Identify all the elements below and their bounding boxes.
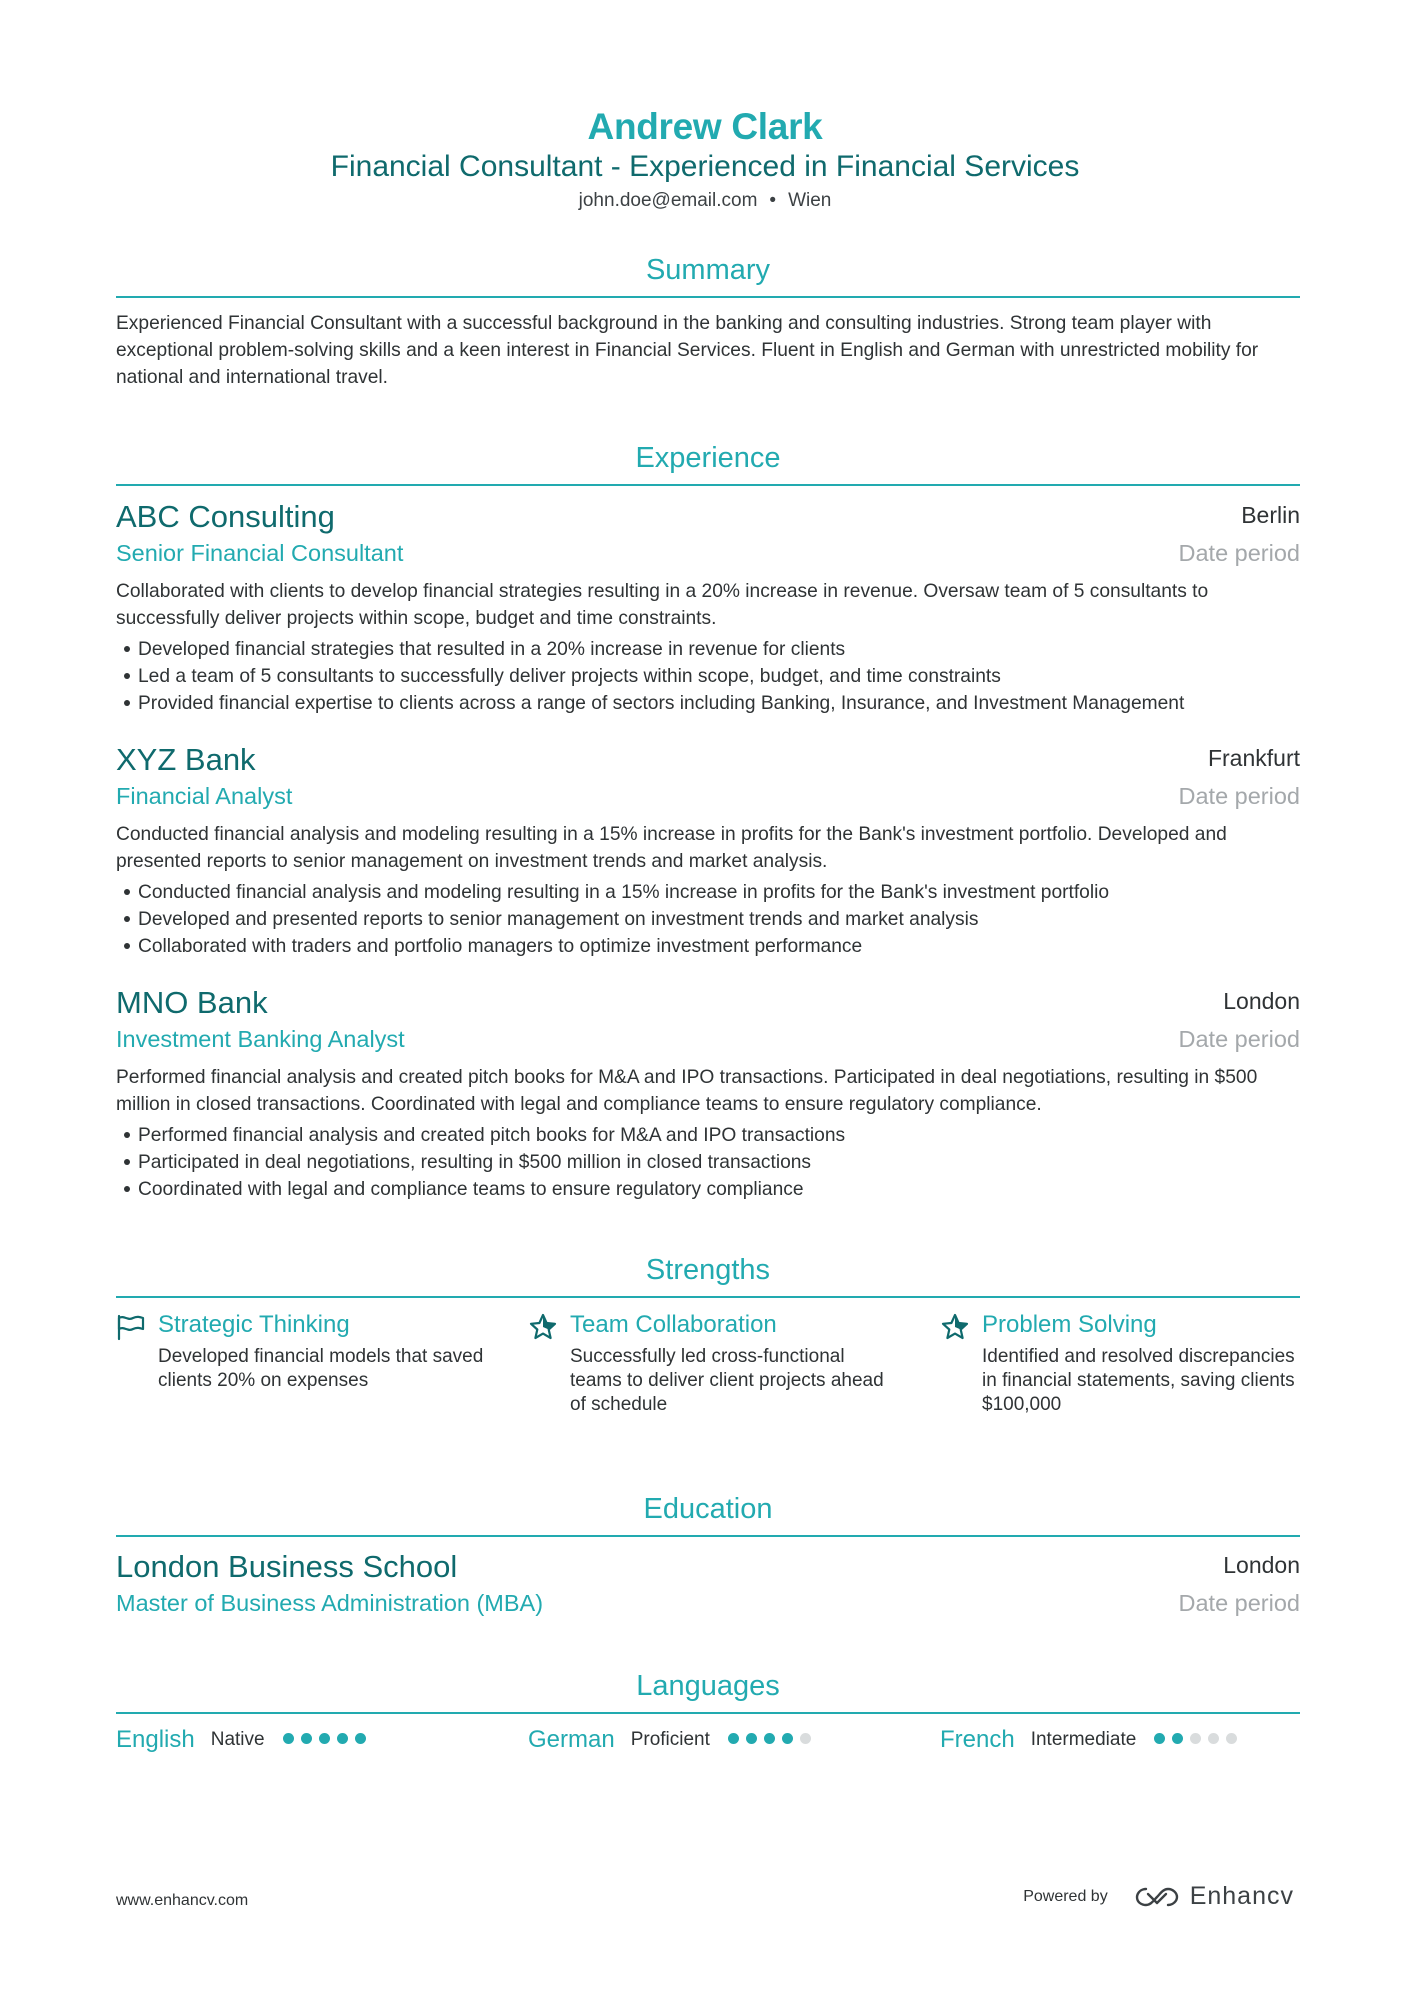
rating-dot-empty (1190, 1733, 1201, 1744)
strengths-section-title: Strengths (116, 1252, 1300, 1298)
job-bullet: Participated in deal negotiations, resulting in $500 million in closed transactions (116, 1149, 1300, 1176)
rating-dot-filled (319, 1733, 330, 1744)
job-location: Berlin (1241, 502, 1300, 528)
summary-text: Experienced Financial Consultant with a successful background in the banking and consulting industries. Strong team player with exceptional problem-solving skills and a keen interest in Financial Services. Fluent in English and German with unrestricted mobility for national and international travel. (116, 313, 1259, 388)
strength-title: Team Collaboration (570, 1311, 777, 1338)
strength-item (528, 1309, 898, 1417)
job-company: XYZ Bank (116, 742, 256, 777)
rating-dot-empty (1208, 1733, 1219, 1744)
contact-email[interactable]: john.doe@email.com (578, 190, 758, 211)
education-school: London Business School (116, 1549, 458, 1584)
job-date: Date period (1178, 783, 1300, 809)
strength-description: Developed financial models that saved clients 20% on expenses (158, 1346, 484, 1391)
language-level: Native (210, 1729, 265, 1750)
star-icon (940, 1312, 970, 1342)
candidate-name: Andrew Clark (587, 106, 823, 147)
language-name: French (940, 1726, 1015, 1753)
candidate-headline: Financial Consultant - Experienced in Financial Services (330, 150, 1080, 183)
contact-separator: • (769, 190, 777, 211)
languages-section-title: Languages (116, 1668, 1300, 1714)
rating-dot-filled (355, 1733, 366, 1744)
rating-dot-filled (1154, 1733, 1165, 1744)
job-bullets (116, 1122, 1300, 1203)
rating-dot-filled (764, 1733, 775, 1744)
job-role: Investment Banking Analyst (116, 1026, 405, 1052)
rating-dot-filled (337, 1733, 348, 1744)
education-location: London (1223, 1552, 1300, 1578)
rating-dot-filled (301, 1733, 312, 1744)
strength-item (940, 1309, 1310, 1417)
job-bullets (116, 879, 1300, 960)
flag-icon (116, 1312, 146, 1342)
language-item (116, 1724, 373, 1756)
job-bullet: Provided financial expertise to clients across a range of sectors including Banking, Insurance, and Investment Management (116, 690, 1300, 717)
experience-section-title: Experience (116, 440, 1300, 486)
language-level: Intermediate (1030, 1729, 1137, 1750)
education-section-title: Education (116, 1491, 1300, 1537)
job-bullet: Coordinated with legal and compliance teams to ensure regulatory compliance (116, 1176, 1300, 1203)
summary-section-title: Summary (116, 252, 1300, 298)
strength-description: Identified and resolved discrepancies in financial statements, saving clients $100,000 (982, 1346, 1295, 1415)
job-bullet: Conducted financial analysis and modeling resulting in a 15% increase in profits for the Bank's investment portfolio (116, 879, 1300, 906)
job-date: Date period (1178, 1026, 1300, 1052)
language-level: Proficient (630, 1729, 710, 1750)
rating-dot-filled (283, 1733, 294, 1744)
language-name: German (528, 1726, 615, 1753)
job-bullet: Performed financial analysis and created pitch books for M&A and IPO transactions (116, 1122, 1300, 1149)
rating-dot-empty (1226, 1733, 1237, 1744)
footer-branding (1023, 1882, 1294, 1911)
education-header (116, 1549, 1300, 1619)
language-item (528, 1724, 818, 1756)
footer-website[interactable]: www.enhancv.com (116, 1892, 249, 1909)
brand-name: Enhancv (1189, 1882, 1294, 1910)
job-bullet: Developed financial strategies that resulted in a 20% increase in revenue for clients (116, 636, 1300, 663)
contact-line (0, 187, 1410, 215)
strength-title: Problem Solving (982, 1311, 1157, 1338)
star-icon (528, 1312, 558, 1342)
language-rating (728, 1731, 818, 1749)
job-bullets (116, 636, 1300, 717)
job-bullet: Led a team of 5 consultants to successfully deliver projects within scope, budget, and time constraints (116, 663, 1300, 690)
language-item (940, 1724, 1244, 1756)
rating-dot-filled (782, 1733, 793, 1744)
job-header (116, 985, 1300, 1055)
strength-title: Strategic Thinking (158, 1311, 350, 1338)
job-bullet: Collaborated with traders and portfolio managers to optimize investment performance (116, 933, 1300, 960)
job-description: Performed financial analysis and created pitch books for M&A and IPO transactions. Participated in deal negotiations, resulting in $500 million in closed transactions. Coordinated with legal and compliance teams to ensure regulatory compliance. (116, 1067, 1258, 1115)
rating-dot-filled (728, 1733, 739, 1744)
strength-description: Successfully led cross-functional teams to deliver client projects ahead of schedule (570, 1346, 884, 1415)
job-description: Collaborated with clients to develop financial strategies resulting in a 20% increase in revenue. Oversaw team of 5 consultants to successfully deliver projects within scope, budget and time constraints. (116, 581, 1209, 629)
job-bullet: Developed and presented reports to senior management on investment trends and market analysis (116, 906, 1300, 933)
resume-header (0, 104, 1410, 215)
rating-dot-filled (1172, 1733, 1183, 1744)
language-rating (1154, 1731, 1244, 1749)
job-header (116, 499, 1300, 569)
powered-by-label: Powered by (1023, 1887, 1108, 1905)
rating-dot-empty (800, 1733, 811, 1744)
rating-dot-filled (746, 1733, 757, 1744)
language-name: English (116, 1726, 195, 1753)
job-location: Frankfurt (1207, 745, 1300, 771)
language-rating (283, 1731, 373, 1749)
education-date: Date period (1178, 1590, 1300, 1616)
contact-location: Wien (788, 190, 832, 211)
job-description: Conducted financial analysis and modeling resulting in a 15% increase in profits for the Bank's investment portfolio. Developed and presented reports to senior management on investment trends and market analysis. (116, 824, 1227, 872)
strength-item (116, 1309, 486, 1393)
job-header (116, 742, 1300, 812)
job-role: Financial Analyst (116, 783, 293, 809)
job-company: ABC Consulting (116, 499, 335, 534)
enhancv-logo-icon (1134, 1885, 1180, 1909)
job-company: MNO Bank (116, 985, 268, 1020)
job-location: London (1223, 988, 1300, 1014)
education-degree: Master of Business Administration (MBA) (116, 1590, 544, 1616)
job-date: Date period (1178, 540, 1300, 566)
job-role: Senior Financial Consultant (116, 540, 404, 566)
